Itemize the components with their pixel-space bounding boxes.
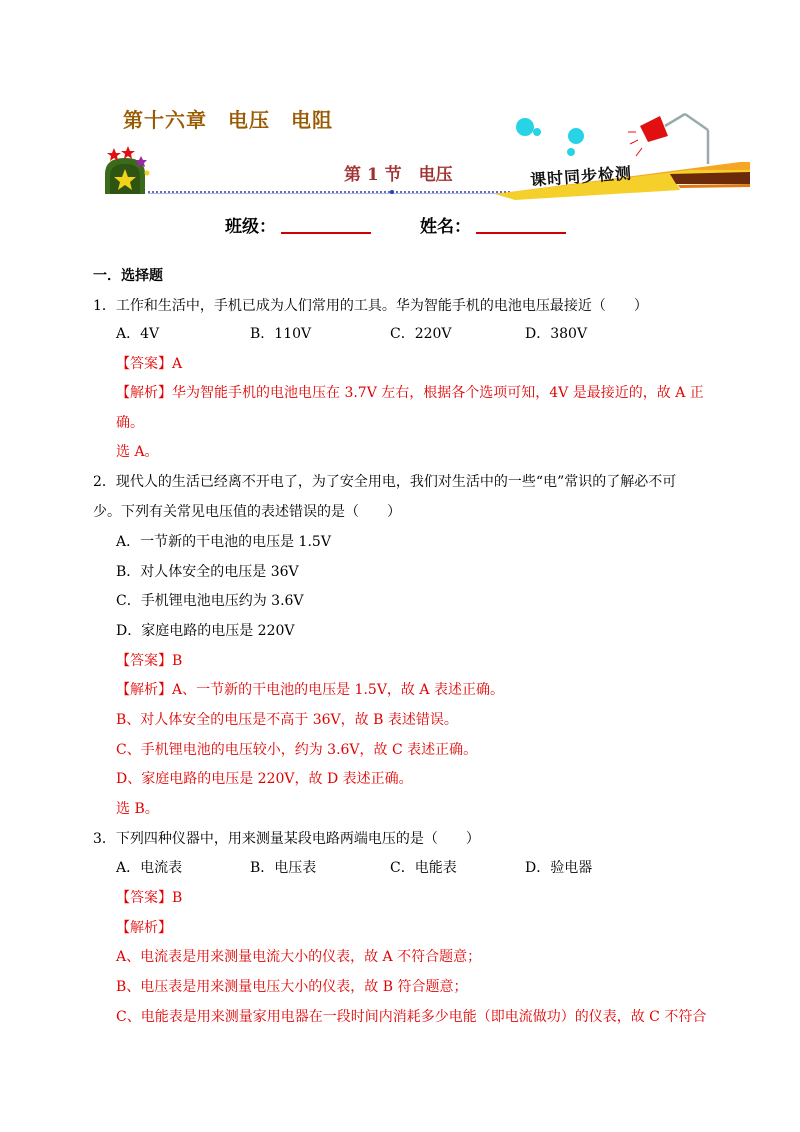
analysis-3-line-1: A、电流表是用来测量电流大小的仪表，故 A 不符合题意； [116, 949, 482, 965]
answer-2: 【答案】B [116, 653, 183, 669]
conclusion-2: 选 B。 [116, 801, 159, 817]
option-c: C．电能表 [390, 860, 457, 876]
analysis-3-line-3: C、电能表是用来测量家用电器在一段时间内消耗多少电能（即电流做功）的仪表，故 C 不符合 [116, 1009, 707, 1025]
option-d: D．380V [525, 326, 588, 342]
desk-lamp-icon [628, 114, 708, 164]
question-3-stem: 3．下列四种仪器中，用来测量某段电路两端电压的是（ ） [93, 831, 480, 847]
option-a: A．4V [116, 326, 160, 342]
question-2-option-b: B．对人体安全的电压是 36V [116, 564, 299, 580]
option-c: C．220V [390, 326, 452, 342]
question-2-stem-line-1: 2．现代人的生活已经离不开电了，为了安全用电，我们对生活中的一些“电”常识的了解必不可 [93, 474, 677, 490]
analysis-3-label: 【解析】 [116, 920, 172, 936]
option-d: D．验电器 [525, 860, 593, 876]
chapter-title: 第十六章 电压 电阻 [123, 108, 333, 132]
worksheet-badge: 课时同步检测 [529, 163, 633, 190]
analysis-2-line-1: 【解析】A、一节新的干电池的电压是 1.5V，故 A 表述正确。 [116, 682, 504, 698]
question-2-option-d: D．家庭电路的电压是 220V [116, 623, 295, 639]
analysis-2-line-4: D、家庭电路的电压是 220V，故 D 表述正确。 [116, 771, 413, 787]
bubbles-icon [516, 118, 584, 156]
analysis-2-line-2: B、对人体安全的电压是不高于 36V，故 B 表述错误。 [116, 712, 458, 728]
section-title: 第 1 节 电压 [344, 165, 453, 185]
star-badge-icon [105, 146, 150, 194]
option-a: A．电流表 [116, 860, 183, 876]
question-1-stem: 1．工作和生活中，手机已成为人们常用的工具。华为智能手机的电池电压最接近（ ） [93, 298, 648, 314]
option-b: B．电压表 [250, 860, 317, 876]
answer-3: 【答案】B [116, 890, 183, 906]
option-b: B．110V [250, 326, 312, 342]
analysis-3-line-2: B、电压表是用来测量电压大小的仪表，故 B 符合题意； [116, 979, 468, 995]
analysis-1-line-1: 【解析】华为智能手机的电池电压在 3.7V 左右，根据各个选项可知，4V 是最接近的，故 A 正 [116, 385, 704, 401]
class-label: 班级： [225, 217, 276, 237]
section-heading: 一．选择题 [93, 268, 163, 284]
question-2-option-a: A．一节新的干电池的电压是 1.5V [116, 534, 331, 550]
class-field[interactable] [281, 232, 371, 234]
name-field[interactable] [476, 232, 566, 234]
analysis-2-line-3: C、手机锂电池的电压较小，约为 3.6V，故 C 表述正确。 [116, 742, 478, 758]
question-2-stem-line-2: 少。下列有关常见电压值的表述错误的是（ ） [93, 504, 401, 520]
analysis-1-line-2: 确。 [116, 415, 144, 431]
answer-1: 【答案】A [116, 356, 183, 372]
conclusion-1: 选 A。 [116, 444, 159, 460]
question-2-option-c: C．手机锂电池电压约为 3.6V [116, 593, 304, 609]
header-banner [100, 112, 750, 202]
name-label: 姓名： [420, 217, 471, 237]
